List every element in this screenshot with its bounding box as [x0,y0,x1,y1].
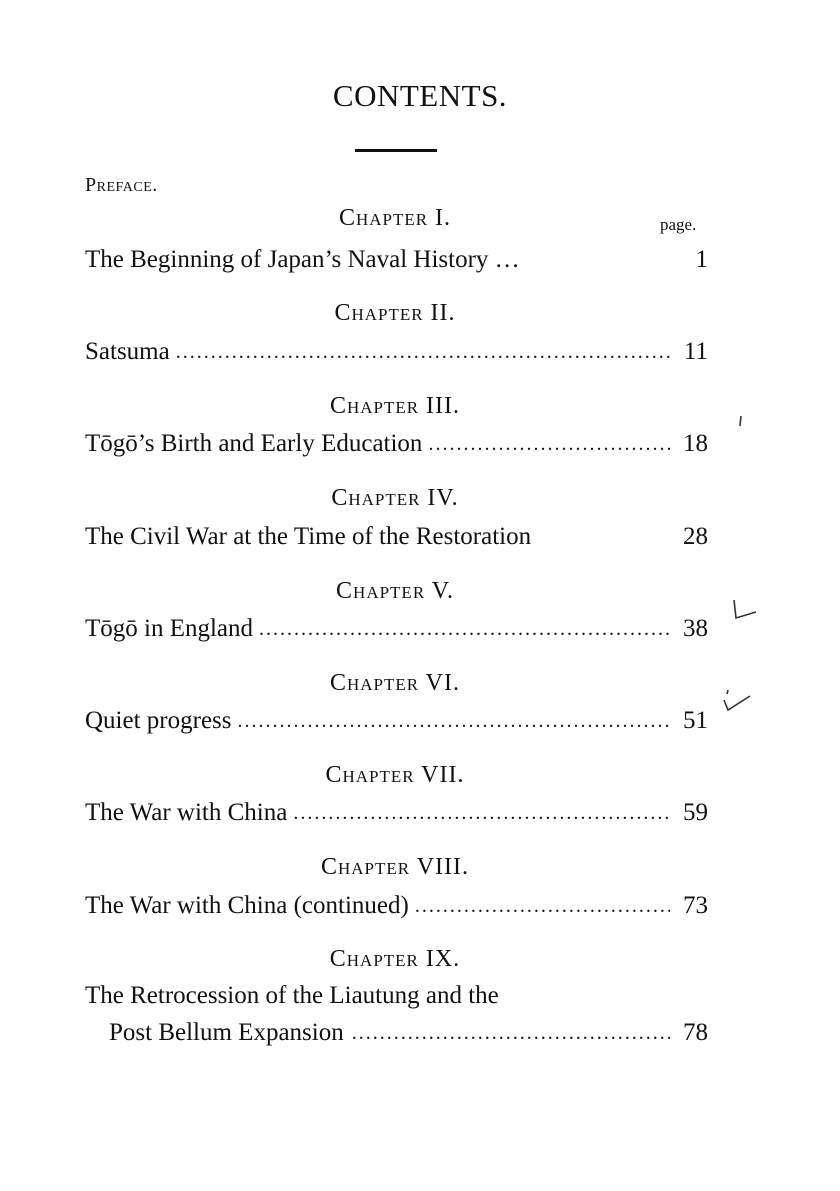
chapter-label: Chapter IV. [331,485,459,511]
chapter-label: Chapter VIII. [321,854,469,880]
toc-entry[interactable] [85,886,708,920]
entry-title: The Retrocession of the Liautung and the [85,982,499,1009]
entry-title: Satsuma [85,338,170,365]
entry-title: The War with China (continued) [85,892,409,919]
entry-title-continued: Post Bellum Expansion [109,1019,344,1046]
toc-entry[interactable] [85,701,708,735]
entry-page: 1 [695,246,708,273]
toc-entry[interactable] [85,332,708,366]
chapter-label: Chapter I. [338,205,452,231]
entry-title: Tōgō in England [85,615,254,642]
dot-leader [238,710,671,735]
dot-leader [293,802,670,827]
dot-leader [352,1022,670,1047]
chapter-label: Chapter VII. [325,762,465,788]
toc-entry[interactable] [85,979,708,1047]
page-column-label: page. [660,215,697,234]
pencil-check-icon [718,686,758,722]
toc-entry[interactable] [85,793,708,827]
toc-entry[interactable] [85,240,708,274]
dot-leader [415,895,670,920]
chapter-label: Chapter IX. [329,946,461,972]
entry-title: Quiet progress [85,707,232,734]
dot-leader [428,433,670,458]
chapter-label: Chapter VI. [329,670,460,696]
entry-page: 18 [683,430,708,457]
chapter-label: Chapter V. [336,578,454,604]
toc-entry[interactable] [85,517,708,551]
pencil-tick-mark [735,412,747,432]
chapter-label: Chapter II. [334,300,456,326]
entry-page: 73 [683,892,708,919]
entry-page: 28 [683,523,708,550]
entry-title: The War with China [85,799,288,826]
toc-entry[interactable] [85,424,708,458]
entry-page: 51 [683,707,708,734]
dot-leader [259,618,670,643]
dot-leader [176,341,670,366]
heading-rule [355,149,437,152]
chapter-label: Chapter III. [329,393,461,419]
entry-title: The Beginning of Japan’s Naval History … [85,246,520,273]
entry-page: 78 [683,1019,708,1046]
entry-title: Tōgō’s Birth and Early Education [85,430,423,457]
contents-heading: CONTENTS. [332,78,508,113]
preface-entry: Preface. [85,174,158,196]
toc-entry[interactable] [85,609,708,643]
entry-page: 38 [683,615,708,642]
entry-page: 11 [683,338,708,365]
entry-page: 59 [683,799,708,826]
pencil-check-icon [728,596,764,630]
entry-title: The Civil War at the Time of the Restoration [85,523,532,550]
